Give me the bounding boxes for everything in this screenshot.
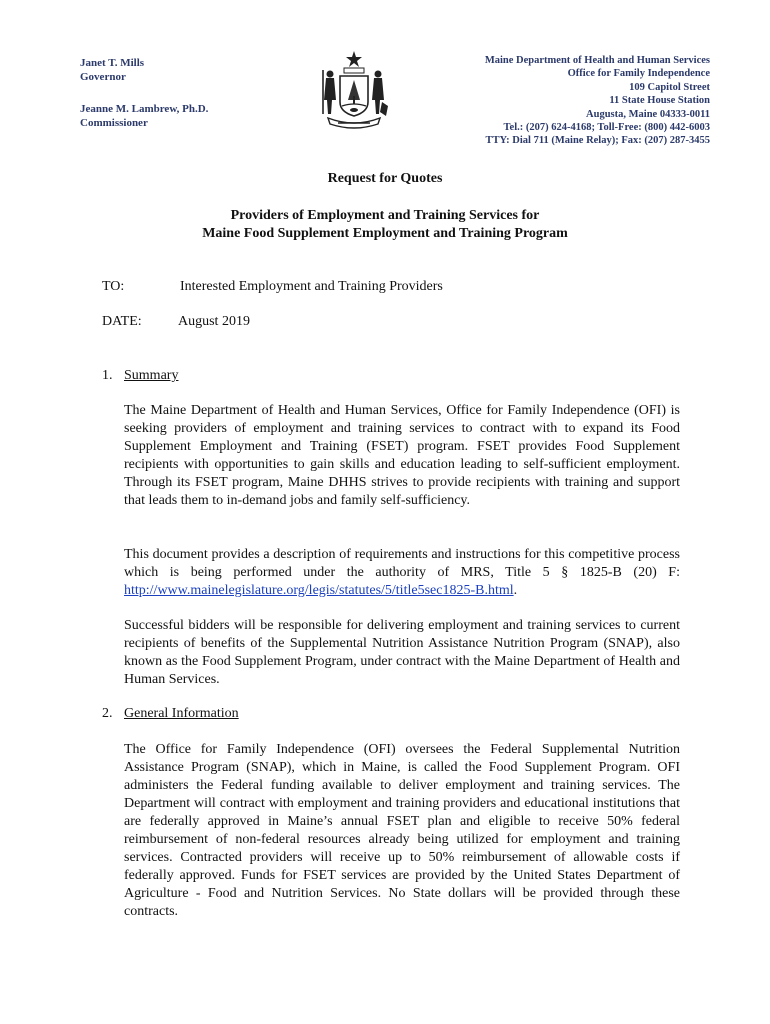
tty-fax-line: TTY: Dial 711 (Maine Relay); Fax: (207) 287-3455 (485, 135, 710, 147)
date-value: August 2019 (178, 314, 250, 329)
to-label: TO: (102, 279, 125, 294)
statute-link[interactable]: http://www.mainelegislature.org/legis/statutes/5/title5sec1825-B.html (124, 583, 514, 598)
general-paragraph-1: The Office for Family Independence (OFI) oversees the Federal Supplemental Nutrition Assistance Program (SNAP), which in Maine, is called the Food Supplement Program. OFI administers the Federal funding available to deliver employment and training services. The Department will contract with employment and training providers and educational institutions that are federally approved in Maine’s annual FSET plan and eligible to receive 50% federal reimbursement of non-federal resources already being utilized for employment and training services. Contracted providers will receive up to 50% reimbursement of allowable costs if federally approved. Funds for FSET services are provided by the United States Department of Agriculture - Food and Nutrition Services. No State dollars will be provided through these contracts. (124, 742, 680, 919)
summary-paragraph-2 (124, 546, 680, 600)
letterhead-officials (80, 56, 208, 130)
station-address: 11 State House Station (609, 95, 710, 107)
governor-name: Janet T. Mills (80, 57, 145, 69)
summary-paragraph-2-text: This document provides a description of requirements and instructions for this competitive process which is being performed under the authority of MRS, Title 5 § 1825-B (20) F: (124, 547, 680, 580)
phone-line: Tel.: (207) 624-4168; Toll-Free: (800) 442-6003 (503, 122, 710, 134)
section-heading-summary (102, 368, 178, 384)
section-number: 2. (102, 706, 113, 721)
date-label: DATE: (102, 314, 142, 329)
commissioner-title: Commissioner (80, 117, 148, 129)
date-field (102, 314, 250, 330)
section-title: General Information (124, 706, 239, 721)
to-field (102, 279, 443, 295)
section-number: 1. (102, 368, 113, 383)
section-heading-general (102, 706, 239, 722)
document-title: Request for Quotes (327, 171, 443, 186)
subtitle-line-2: Maine Food Supplement Employment and Training Program (202, 226, 568, 241)
to-value: Interested Employment and Training Providers (180, 279, 443, 294)
maine-state-seal-icon (318, 50, 390, 130)
summary-paragraph-3: Successful bidders will be responsible for delivering employment and training services to current recipients of benefits of the Supplemental Nutrition Assistance Nutrition Program (SNAP), also known as the Food Supplement Program, under contract with the Maine Department of Health and Human Services. (124, 618, 680, 687)
subtitle-line-1: Providers of Employment and Training Services for (230, 208, 540, 223)
document-subtitle (0, 207, 770, 243)
summary-paragraph-1: The Maine Department of Health and Human Services, Office for Family Independence (OFI) is seeking providers of employment and training services to contract with to expand its Food Supplement Employment and Training (FSET) program. FSET provides Food Supplement recipients with opportunities to gain skills and education leading to self-sufficient employment. Through its FSET program, Maine DHHS strives to provide recipients with training and support that leads them to in-demand jobs and family self-sufficiency. (124, 403, 680, 508)
summary-paragraph-2-end: . (513, 583, 518, 598)
city-state-zip: Augusta, Maine 04333-0011 (586, 108, 710, 120)
department-name: Maine Department of Health and Human Services (484, 55, 710, 66)
street-address: 109 Capitol Street (629, 81, 710, 93)
section-title: Summary (124, 368, 179, 383)
office-name: Office for Family Independence (567, 68, 710, 80)
letterhead-address (410, 54, 710, 148)
commissioner-name: Jeanne M. Lambrew, Ph.D. (80, 103, 209, 115)
governor-title: Governor (80, 71, 126, 83)
